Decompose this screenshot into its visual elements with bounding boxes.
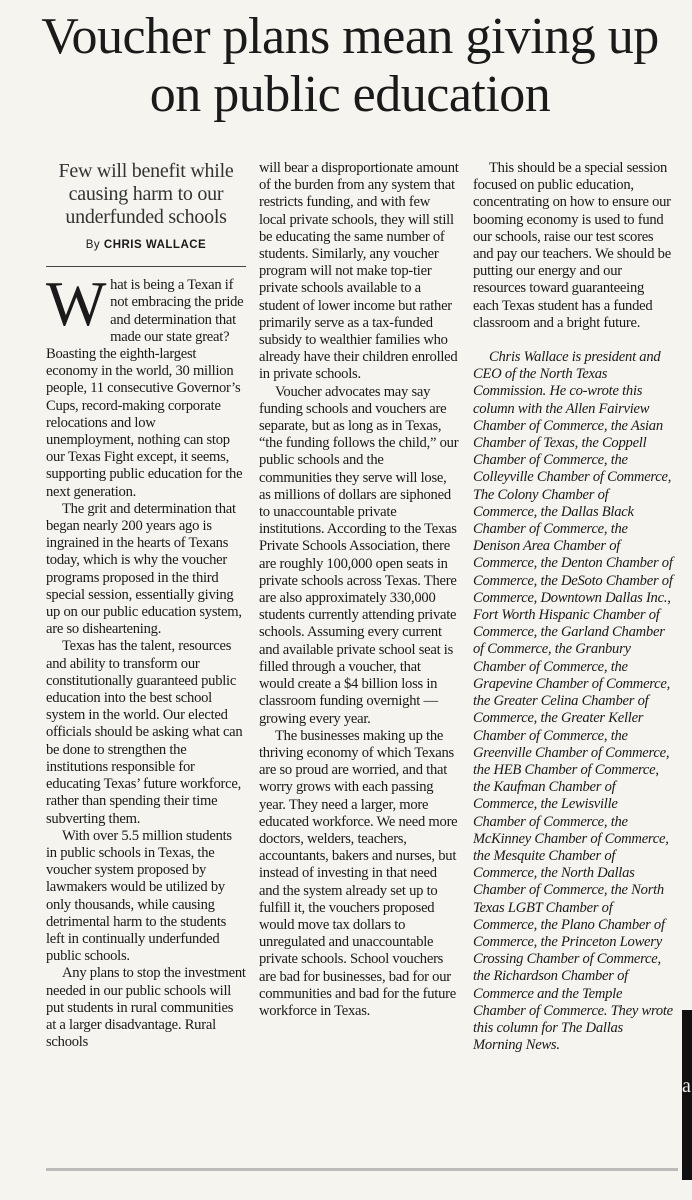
paragraph-3: Texas has the talent, resources and ability to transform our constitutionally guaranteed public education into the best school system in the world. Our elected officials should be asking what can be done to strengthen the institutions responsible for educating Texas’ future workforce, rather than spending their time subverting them. [46,638,243,827]
paragraph-1 [46,268,246,501]
column-3 [473,160,673,1054]
byline [46,237,246,254]
subhead: Few will benefit while causing harm to our underfunded schools [58,160,234,228]
adjacent-page-glyph: a [682,1075,691,1097]
paragraph-1-text: hat is being a Texan if not embracing the pride and determination that made our state great? Boasting the eighth-largest economy in the world, 30 million people, 11 consecutive Governor’s Cups, record-making corporate relocations and low unemployment, nothing can stop our Texas Fight except, it seems, supporting public education for the next generation. [46,277,244,500]
author-bio [473,349,673,1054]
paragraph-8: The businesses making up the thriving economy of which Texans are so proud are worried, and that worry grows with each passing year. They need a larger, more educated workforce. We need more doctors, welders, teachers, accountants, bakers and nurses, but instead of investing in that need and the system already set up to fulfill it, the vouchers proposed would move tax dollars to unregulated and unaccountable private schools. School vouchers are bad for businesses, bad for our communities and bad for the future workforce in Texas. [259,727,458,1019]
dropcap: W [46,268,107,340]
paragraph-4: With over 5.5 million students in public schools in Texas, the voucher system proposed by lawmakers would be utilized by only thousands, while causing detrimental harm to the students left in continually underfunded public schools. [46,827,232,965]
byline-prefix: By [85,239,101,251]
paragraph-7: Voucher advocates may say funding schools and vouchers are separate, but as long as in Texas, “the funding follows the child,” our public schools and the communities they serve will lose, as millions of dollars are siphoned to unaccountable private institutions. According to the Texas Private Schools Association, there are roughly 100,000 open seats in private schools across Texas. There are also approximately 330,000 students currently attending private schools. Assuming every current and available private school seat is filled through a voucher, that would create a $4 billion loss in classroom funding overnight — growing every year. [259,383,459,727]
paragraph-9: This should be a special session focused on public education, concentrating on how to ensure our booming economy is used to fund our schools, raise our test scores and pay our teachers. We should be putting our energy and our resources toward guaranteeing each Texas student has a funded classroom and a bright future. [473,160,671,331]
byline-rule [46,266,246,267]
paragraph-5: Any plans to stop the investment needed in our public schools will put students in rural communities at a larger disadvantage. Rural schools [46,965,246,1051]
paragraph-6: will bear a disproportionate amount of the burden from any system that restricts funding, and with few local private schools, they will still be educating the same number of students. Similarly, any voucher program will not make top-tier private schools available to a student of lower income but rather primarily serve as a tax-funded subsidy to wealthier families who already have their children enrolled in private schools. [259,160,459,383]
article-body [46,160,678,1160]
bottom-rule [46,1168,678,1171]
paragraph-2: The grit and determination that began nearly 200 years ago is ingrained in the hearts of Texans today, which is why the voucher programs proposed in the third special session, essentially giving up on our public education system, are so disheartening. [46,500,242,638]
author-bio-text: Chris Wallace is president and CEO of the North Texas Commission. He co-wrote this column with the Allen Fairview Chamber of Commerce, the Asian Chamber of Texas, the Coppell Chamber of Commerce, the Colleyville Chamber of Commerce, The Colony Chamber of Commerce, the Dallas Black Chamber of Commerce, the Denison Area Chamber of Commerce, the Denton Chamber of Commerce, the DeSoto Chamber of Commerce, Downtown Dallas Inc., Fort Worth Hispanic Chamber of Commerce, the Garland Chamber of Commerce, the Granbury Chamber of Commerce, the Grapevine Chamber of Commerce, the Greater Celina Chamber of Commerce, the Greater Keller Chamber of Commerce, the Greenville Chamber of Commerce, the HEB Chamber of Commerce, the Kaufman Chamber of Commerce, the Lewisville Chamber of Commerce, the McKinney Chamber of Commerce, the Mesquite Chamber of Commerce, the North Dallas Chamber of Commerce, the North Texas LGBT Chamber of Commerce, the Plano Chamber of Commerce, the Princeton Lowery Crossing Chamber of Commerce, the Richardson Chamber of Commerce and the Temple Chamber of Commerce. They wrote this column for The Dallas Morning News. [473,349,673,1054]
byline-author: CHRIS WALLACE [103,239,207,251]
column-2 [259,160,459,1020]
column-1 [46,160,246,1051]
headline: Voucher plans mean giving up on public education [41,8,659,123]
